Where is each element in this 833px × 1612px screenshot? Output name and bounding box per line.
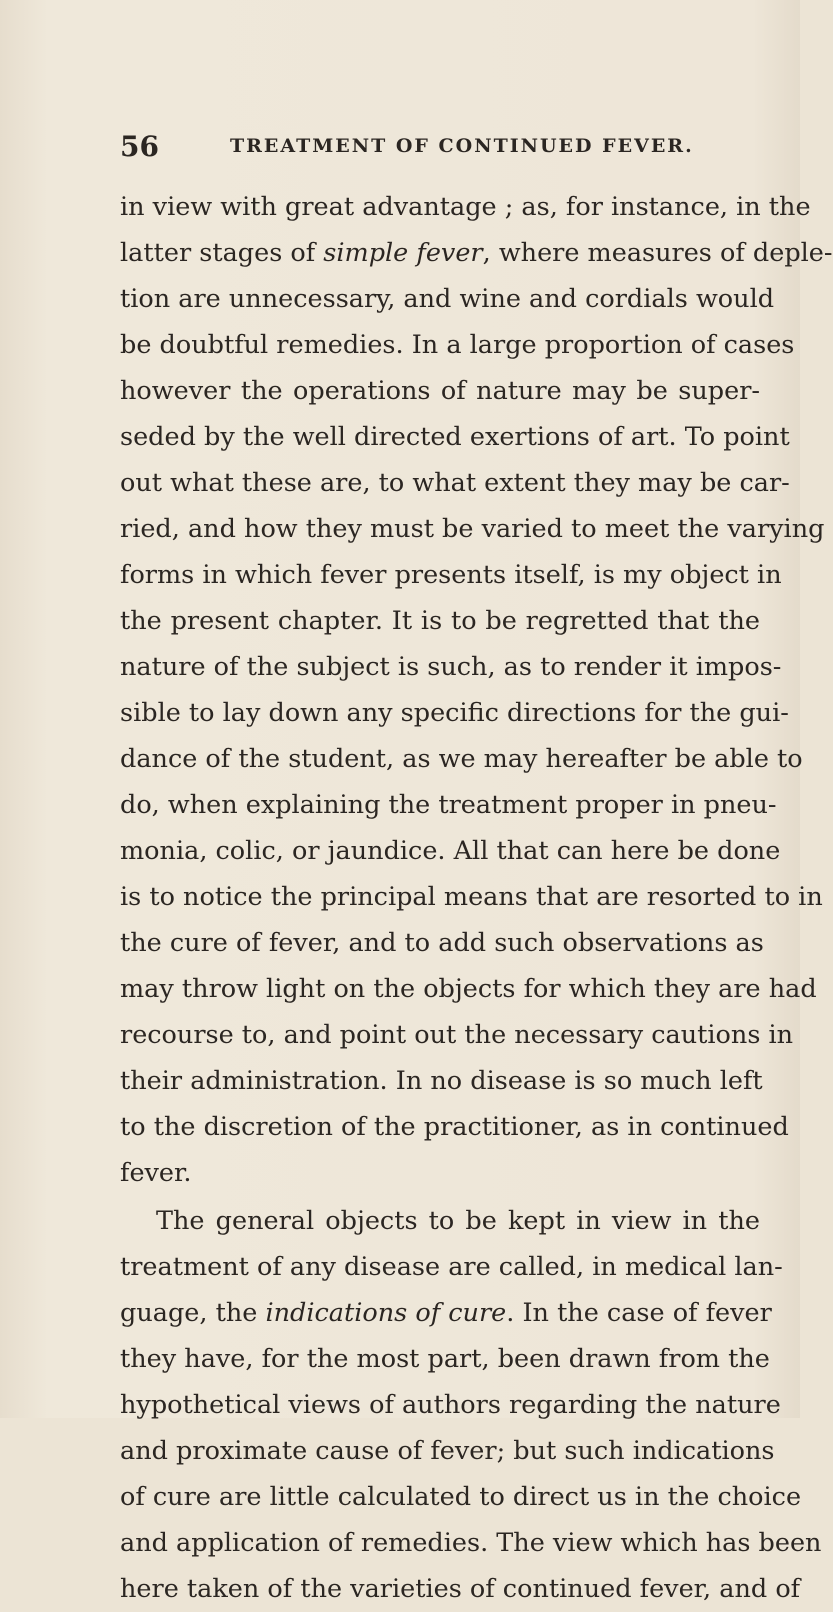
text-line: The general objects to be kept in view in the [156,1206,760,1236]
text-line: latter stages of simple fever, where measures of deple- [120,238,833,268]
text-line: and proximate cause of fever; but such indications [120,1436,775,1466]
text-line: treatment of any disease are called, in medical lan- [120,1252,783,1282]
text-line: dance of the student, as we may hereafter be able to [120,744,803,774]
text-line: in view with great advantage ; as, for instance, in the [120,192,811,222]
text-line: their administration. In no disease is so much left [120,1066,763,1096]
text-line: out what these are, to what extent they may be car- [120,468,790,498]
text-line: monia, colic, or jaundice. All that can here be done [120,836,781,866]
text-line: here taken of the varieties of continued fever, and of [120,1574,801,1604]
text-line: to the discretion of the practitioner, as in continued [120,1112,789,1142]
text-line: nature of the subject is such, as to render it impos- [120,652,782,682]
text-line: they have, for the most part, been drawn from the [120,1344,770,1374]
page-header [120,128,760,164]
text-line: seded by the well directed exertions of art. To point [120,422,790,452]
text-line: be doubtful remedies. In a large proportion of cases [120,330,795,360]
text-line: may throw light on the objects for which they are had [120,974,817,1004]
text-line: sible to lay down any specific directions for the gui- [120,698,789,728]
text-line: recourse to, and point out the necessary cautions in [120,1020,794,1050]
text-line: guage, the indications of cure. In the case of fever [120,1298,772,1328]
text-line: forms in which fever presents itself, is my object in [120,560,782,590]
text-line: and application of remedies. The view which has been [120,1528,822,1558]
text-line: is to notice the principal means that are resorted to in [120,882,823,912]
text-line: fever. [120,1158,192,1188]
text-line: however the operations of nature may be super- [120,376,760,406]
body-paragraph-1 [120,184,833,1196]
running-head: TREATMENT OF CONTINUED FEVER. [230,135,694,157]
text-line: the cure of fever, and to add such observations as [120,928,764,958]
text-line: do, when explaining the treatment proper in pneu- [120,790,777,820]
text-line: tion are unnecessary, and wine and cordials would [120,284,775,314]
body-paragraph-2 [120,1198,822,1612]
text-line: ried, and how they must be varied to meet the varying [120,514,825,544]
text-line: of cure are little calculated to direct us in the choice [120,1482,802,1512]
text-line: the present chapter. It is to be regretted that the [120,606,760,636]
page-number: 56 [120,129,159,163]
text-line: hypothetical views of authors regarding the nature [120,1390,781,1420]
